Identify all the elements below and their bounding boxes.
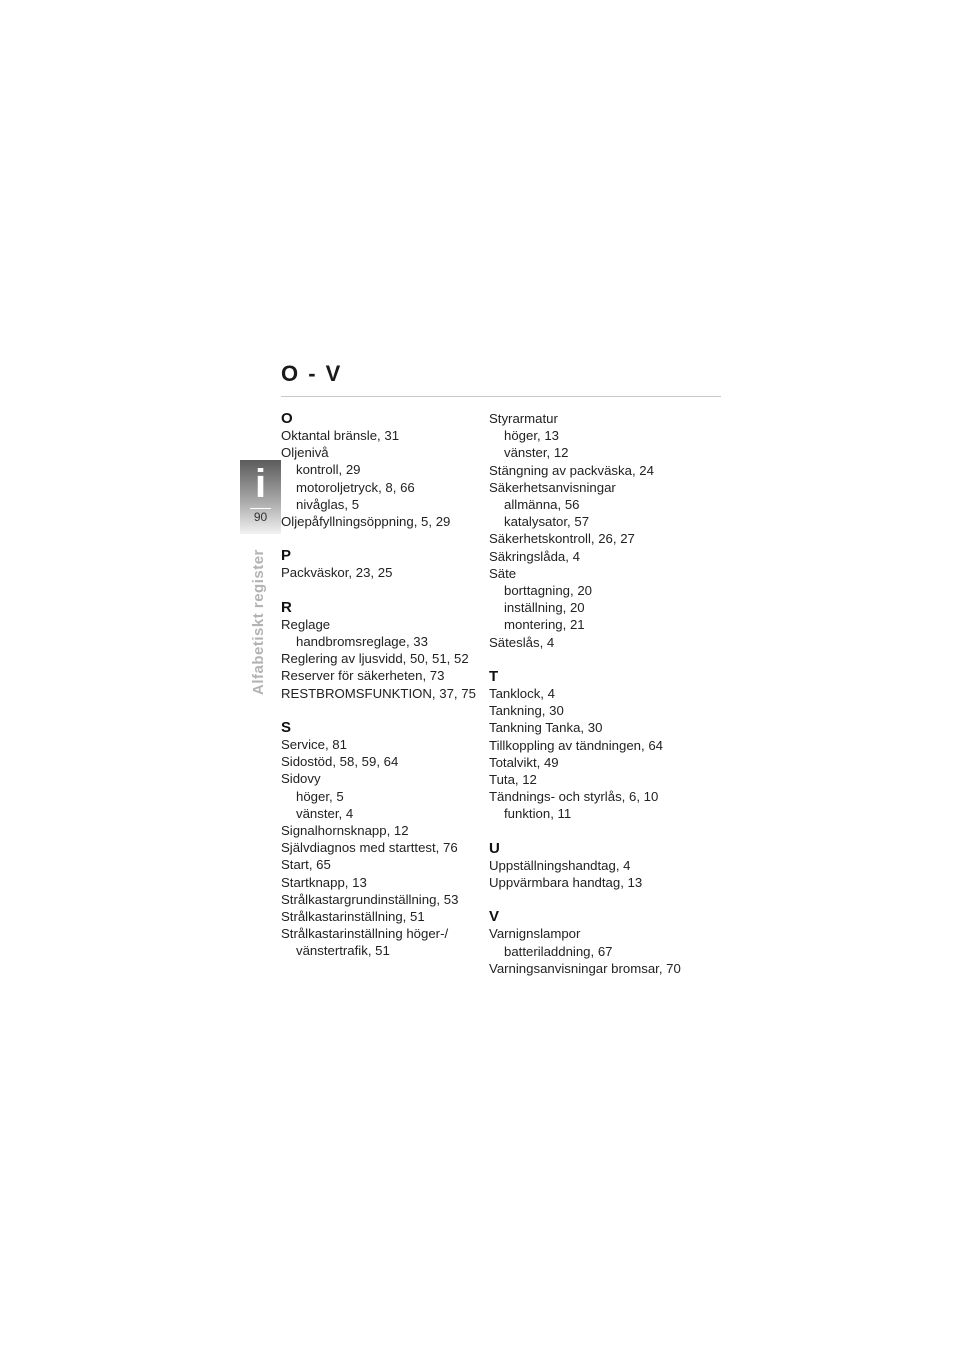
- section-tab: [240, 460, 281, 534]
- index-subentry: inställning, 20: [504, 600, 585, 616]
- index-entry: Oktantal bränsle, 31: [281, 428, 400, 443]
- index-entry: Tankning Tanka, 30: [489, 720, 603, 736]
- index-entry: Säkerhetsanvisningar: [489, 479, 616, 495]
- index-entry: Säteslås, 4: [489, 634, 555, 650]
- index-entry: Reserver för säkerheten, 73: [281, 668, 445, 684]
- index-entry: Strålkastarinställning höger-/: [281, 926, 449, 942]
- index-entry: Strålkastarinställning, 51: [281, 909, 425, 925]
- index-entry: Oljenivå: [281, 445, 329, 461]
- index-subentry: nivåglas, 5: [296, 496, 360, 512]
- index-entry: Start, 65: [281, 857, 331, 873]
- index-entry: Sidostöd, 58, 59, 64: [281, 754, 399, 770]
- index-entry: Totalvikt, 49: [489, 754, 559, 770]
- heading-divider: [281, 396, 721, 397]
- index-column-right: [489, 410, 729, 977]
- index-entry: Styrarmatur: [489, 411, 558, 426]
- index-letter-r: R: [281, 598, 292, 616]
- index-entry: Säkringslåda, 4: [489, 548, 580, 564]
- index-entry: Uppvärmbara handtag, 13: [489, 875, 643, 891]
- index-entry: Service, 81: [281, 737, 347, 752]
- index-entry: Reglering av ljusvidd, 50, 51, 52: [281, 651, 469, 667]
- index-subentry: montering, 21: [504, 617, 585, 633]
- index-letter-o: O: [281, 410, 293, 427]
- index-entry: Tanklock, 4: [489, 686, 555, 702]
- index-letter-t: T: [489, 668, 499, 686]
- index-entry: RESTBROMSFUNKTION, 37, 75: [281, 685, 476, 701]
- index-subentry: allmänna, 56: [504, 497, 580, 513]
- index-entry: Självdiagnos med starttest, 76: [281, 840, 458, 856]
- index-subentry: kontroll, 29: [296, 462, 361, 478]
- index-subentry: motoroljetryck, 8, 66: [296, 479, 415, 495]
- tab-divider: [250, 508, 271, 509]
- index-entry: Säkerhetskontroll, 26, 27: [489, 531, 635, 547]
- index-subentry: funktion, 11: [504, 806, 572, 822]
- index-subentry: vänstertrafik, 51: [296, 943, 390, 959]
- index-entry: Varningsanvisningar bromsar, 70: [489, 960, 681, 976]
- page-heading: O - V: [281, 361, 343, 386]
- index-entry: Uppställningshandtag, 4: [489, 857, 631, 873]
- index-entry: Stängning av packväska, 24: [489, 462, 654, 478]
- index-subentry: vänster, 12: [504, 445, 569, 461]
- index-entry: Varnignslampor: [489, 926, 581, 942]
- index-subentry: batteriladdning, 67: [504, 943, 613, 959]
- page-number: 90: [253, 510, 268, 524]
- index-entry: Reglage: [281, 616, 331, 632]
- index-subentry: katalysator, 57: [504, 514, 590, 530]
- index-entry: Tändnings- och styrlås, 6, 10: [489, 789, 659, 805]
- index-subentry: vänster, 4: [296, 805, 354, 821]
- index-letter-u: U: [489, 839, 500, 857]
- index-subentry: höger, 5: [296, 788, 344, 804]
- index-entry: Oljepåfyllningsöppning, 5, 29: [281, 514, 451, 530]
- index-entry: Tankning, 30: [489, 703, 564, 719]
- index-subentry: handbromsreglage, 33: [296, 634, 428, 649]
- info-icon: i: [254, 462, 267, 506]
- index-letter-s: S: [281, 719, 292, 736]
- index-subentry: borttagning, 20: [504, 583, 592, 599]
- index-entry: Signalhornsknapp, 12: [281, 823, 409, 839]
- index-letter-v: V: [489, 908, 500, 926]
- index-subentry: höger, 13: [504, 428, 559, 444]
- index-entry: Startknapp, 13: [281, 874, 367, 890]
- section-side-label: Alfabetiskt register: [250, 549, 267, 695]
- index-entry: Strålkastargrundinställning, 53: [281, 891, 459, 907]
- index-entry: Sidovy: [281, 771, 321, 787]
- index-letter-p: P: [281, 547, 292, 565]
- index-entry: Tillkoppling av tändningen, 64: [489, 737, 663, 753]
- index-entry: Packväskor, 23, 25: [281, 565, 393, 581]
- index-entry: Tuta, 12: [489, 772, 537, 788]
- index-column-left: [281, 410, 481, 960]
- index-entry: Säte: [489, 565, 517, 581]
